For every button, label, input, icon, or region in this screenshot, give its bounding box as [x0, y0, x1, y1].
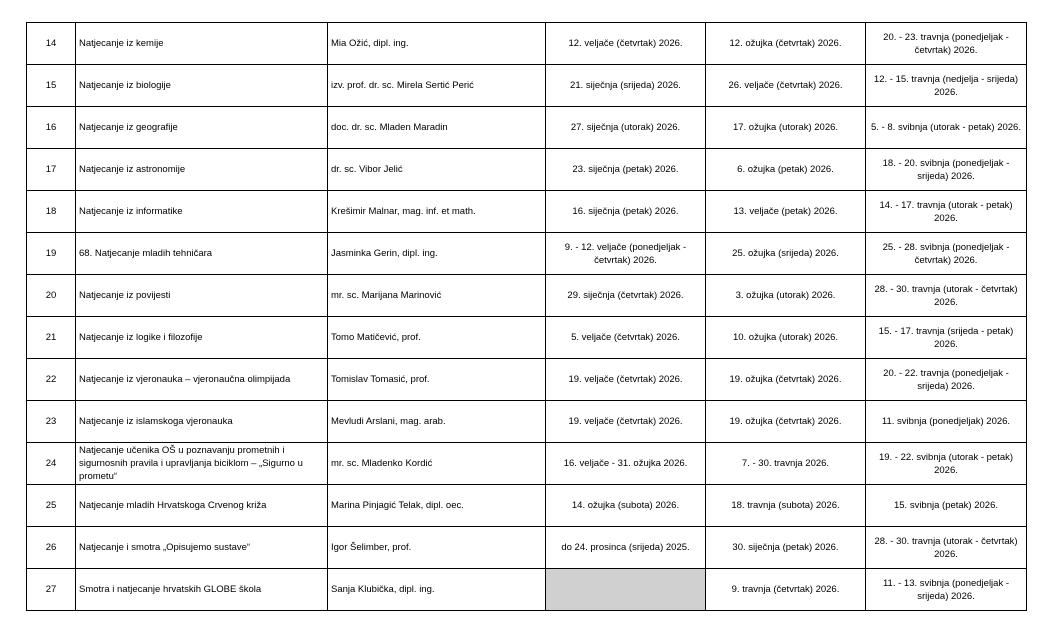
- row-number-cell: 25: [27, 485, 76, 527]
- row-number-cell: 16: [27, 107, 76, 149]
- competition-table: [26, 22, 1027, 611]
- competition-name-cell: Natjecanje i smotra „Opisujemo sustave“: [76, 527, 328, 569]
- coordinator-cell: Mevludi Arslani, mag. arab.: [328, 401, 546, 443]
- coordinator-cell: Tomislav Tomasić, prof.: [328, 359, 546, 401]
- row-number-cell: 14: [27, 23, 76, 65]
- county-level-date-cell: 9. travnja (četvrtak) 2026.: [706, 569, 866, 611]
- row-number-cell: 21: [27, 317, 76, 359]
- state-level-date-cell: 15. - 17. travnja (srijeda - petak) 2026.: [866, 317, 1027, 359]
- school-level-date-cell: 29. siječnja (četvrtak) 2026.: [546, 275, 706, 317]
- table-row: [27, 275, 1027, 317]
- competition-name-cell: Natjecanje iz islamskoga vjeronauka: [76, 401, 328, 443]
- county-level-date-cell: 13. veljače (petak) 2026.: [706, 191, 866, 233]
- competition-name-cell: Natjecanje iz povijesti: [76, 275, 328, 317]
- competition-name-cell: Smotra i natjecanje hrvatskih GLOBE škola: [76, 569, 328, 611]
- school-level-date-cell: 16. veljače - 31. ožujka 2026.: [546, 443, 706, 485]
- table-row: [27, 107, 1027, 149]
- school-level-date-cell: 21. siječnja (srijeda) 2026.: [546, 65, 706, 107]
- table-row: [27, 317, 1027, 359]
- state-level-date-cell: 11. svibnja (ponedjeljak) 2026.: [866, 401, 1027, 443]
- county-level-date-cell: 19. ožujka (četvrtak) 2026.: [706, 359, 866, 401]
- school-level-date-cell: 27. siječnja (utorak) 2026.: [546, 107, 706, 149]
- competition-name-cell: Natjecanje iz biologije: [76, 65, 328, 107]
- row-number-cell: 18: [27, 191, 76, 233]
- coordinator-cell: Krešimir Malnar, mag. inf. et math.: [328, 191, 546, 233]
- coordinator-cell: Mia Ožić, dipl. ing.: [328, 23, 546, 65]
- coordinator-cell: doc. dr. sc. Mladen Maradin: [328, 107, 546, 149]
- county-level-date-cell: 7. - 30. travnja 2026.: [706, 443, 866, 485]
- county-level-date-cell: 12. ožujka (četvrtak) 2026.: [706, 23, 866, 65]
- coordinator-cell: mr. sc. Mladenko Kordić: [328, 443, 546, 485]
- county-level-date-cell: 10. ožujka (utorak) 2026.: [706, 317, 866, 359]
- row-number-cell: 26: [27, 527, 76, 569]
- coordinator-cell: izv. prof. dr. sc. Mirela Sertić Perić: [328, 65, 546, 107]
- county-level-date-cell: 18. travnja (subota) 2026.: [706, 485, 866, 527]
- competition-name-cell: Natjecanje iz informatike: [76, 191, 328, 233]
- state-level-date-cell: 20. - 23. travnja (ponedjeljak - četvrtak) 2026.: [866, 23, 1027, 65]
- row-number-cell: 27: [27, 569, 76, 611]
- competition-name-cell: Natjecanje iz geografije: [76, 107, 328, 149]
- state-level-date-cell: 28. - 30. travnja (utorak - četvrtak) 2026.: [866, 527, 1027, 569]
- state-level-date-cell: 12. - 15. travnja (nedjelja - srijeda) 2026.: [866, 65, 1027, 107]
- table-row: [27, 191, 1027, 233]
- county-level-date-cell: 19. ožujka (četvrtak) 2026.: [706, 401, 866, 443]
- row-number-cell: 19: [27, 233, 76, 275]
- county-level-date-cell: 6. ožujka (petak) 2026.: [706, 149, 866, 191]
- row-number-cell: 17: [27, 149, 76, 191]
- table-row: [27, 443, 1027, 485]
- state-level-date-cell: 19. - 22. svibnja (utorak - petak) 2026.: [866, 443, 1027, 485]
- state-level-date-cell: 25. - 28. svibnja (ponedjeljak - četvrtak) 2026.: [866, 233, 1027, 275]
- state-level-date-cell: 18. - 20. svibnja (ponedjeljak - srijeda) 2026.: [866, 149, 1027, 191]
- school-level-date-cell: 5. veljače (četvrtak) 2026.: [546, 317, 706, 359]
- row-number-cell: 24: [27, 443, 76, 485]
- school-level-date-cell: [546, 569, 706, 611]
- table-row: [27, 569, 1027, 611]
- state-level-date-cell: 5. - 8. svibnja (utorak - petak) 2026.: [866, 107, 1027, 149]
- school-level-date-cell: 19. veljače (četvrtak) 2026.: [546, 359, 706, 401]
- table-row: [27, 527, 1027, 569]
- state-level-date-cell: 15. svibnja (petak) 2026.: [866, 485, 1027, 527]
- school-level-date-cell: 9. - 12. veljače (ponedjeljak - četvrtak) 2026.: [546, 233, 706, 275]
- state-level-date-cell: 20. - 22. travnja (ponedjeljak - srijeda) 2026.: [866, 359, 1027, 401]
- coordinator-cell: mr. sc. Marijana Marinović: [328, 275, 546, 317]
- competition-name-cell: 68. Natjecanje mladih tehničara: [76, 233, 328, 275]
- table-row: [27, 359, 1027, 401]
- coordinator-cell: Tomo Matičević, prof.: [328, 317, 546, 359]
- state-level-date-cell: 28. - 30. travnja (utorak - četvrtak) 2026.: [866, 275, 1027, 317]
- row-number-cell: 20: [27, 275, 76, 317]
- county-level-date-cell: 26. veljače (četvrtak) 2026.: [706, 65, 866, 107]
- table-row: [27, 401, 1027, 443]
- row-number-cell: 15: [27, 65, 76, 107]
- coordinator-cell: dr. sc. Vibor Jelić: [328, 149, 546, 191]
- competition-name-cell: Natjecanje iz logike i filozofije: [76, 317, 328, 359]
- row-number-cell: 22: [27, 359, 76, 401]
- competition-name-cell: Natjecanje mladih Hrvatskoga Crvenog križa: [76, 485, 328, 527]
- school-level-date-cell: 14. ožujka (subota) 2026.: [546, 485, 706, 527]
- school-level-date-cell: 16. siječnja (petak) 2026.: [546, 191, 706, 233]
- coordinator-cell: Marina Pinjagić Telak, dipl. oec.: [328, 485, 546, 527]
- competition-name-cell: Natjecanje iz astronomije: [76, 149, 328, 191]
- coordinator-cell: Igor Šelimber, prof.: [328, 527, 546, 569]
- table-row: [27, 23, 1027, 65]
- county-level-date-cell: 30. siječnja (petak) 2026.: [706, 527, 866, 569]
- school-level-date-cell: do 24. prosinca (srijeda) 2025.: [546, 527, 706, 569]
- row-number-cell: 23: [27, 401, 76, 443]
- competition-name-cell: Natjecanje učenika OŠ u poznavanju prometnih i sigurnosnih pravila i upravljanja biciklom – „Sigurno u prometu“: [76, 443, 328, 485]
- coordinator-cell: Sanja Klubička, dipl. ing.: [328, 569, 546, 611]
- county-level-date-cell: 3. ožujka (utorak) 2026.: [706, 275, 866, 317]
- competition-name-cell: Natjecanje iz vjeronauka – vjeronaučna olimpijada: [76, 359, 328, 401]
- state-level-date-cell: 11. - 13. svibnja (ponedjeljak - srijeda) 2026.: [866, 569, 1027, 611]
- table-row: [27, 149, 1027, 191]
- competition-name-cell: Natjecanje iz kemije: [76, 23, 328, 65]
- school-level-date-cell: 19. veljače (četvrtak) 2026.: [546, 401, 706, 443]
- state-level-date-cell: 14. - 17. travnja (utorak - petak) 2026.: [866, 191, 1027, 233]
- table-row: [27, 65, 1027, 107]
- school-level-date-cell: 23. siječnja (petak) 2026.: [546, 149, 706, 191]
- table-row: [27, 485, 1027, 527]
- county-level-date-cell: 17. ožujka (utorak) 2026.: [706, 107, 866, 149]
- coordinator-cell: Jasminka Gerin, dipl. ing.: [328, 233, 546, 275]
- table-row: [27, 233, 1027, 275]
- school-level-date-cell: 12. veljače (četvrtak) 2026.: [546, 23, 706, 65]
- county-level-date-cell: 25. ožujka (srijeda) 2026.: [706, 233, 866, 275]
